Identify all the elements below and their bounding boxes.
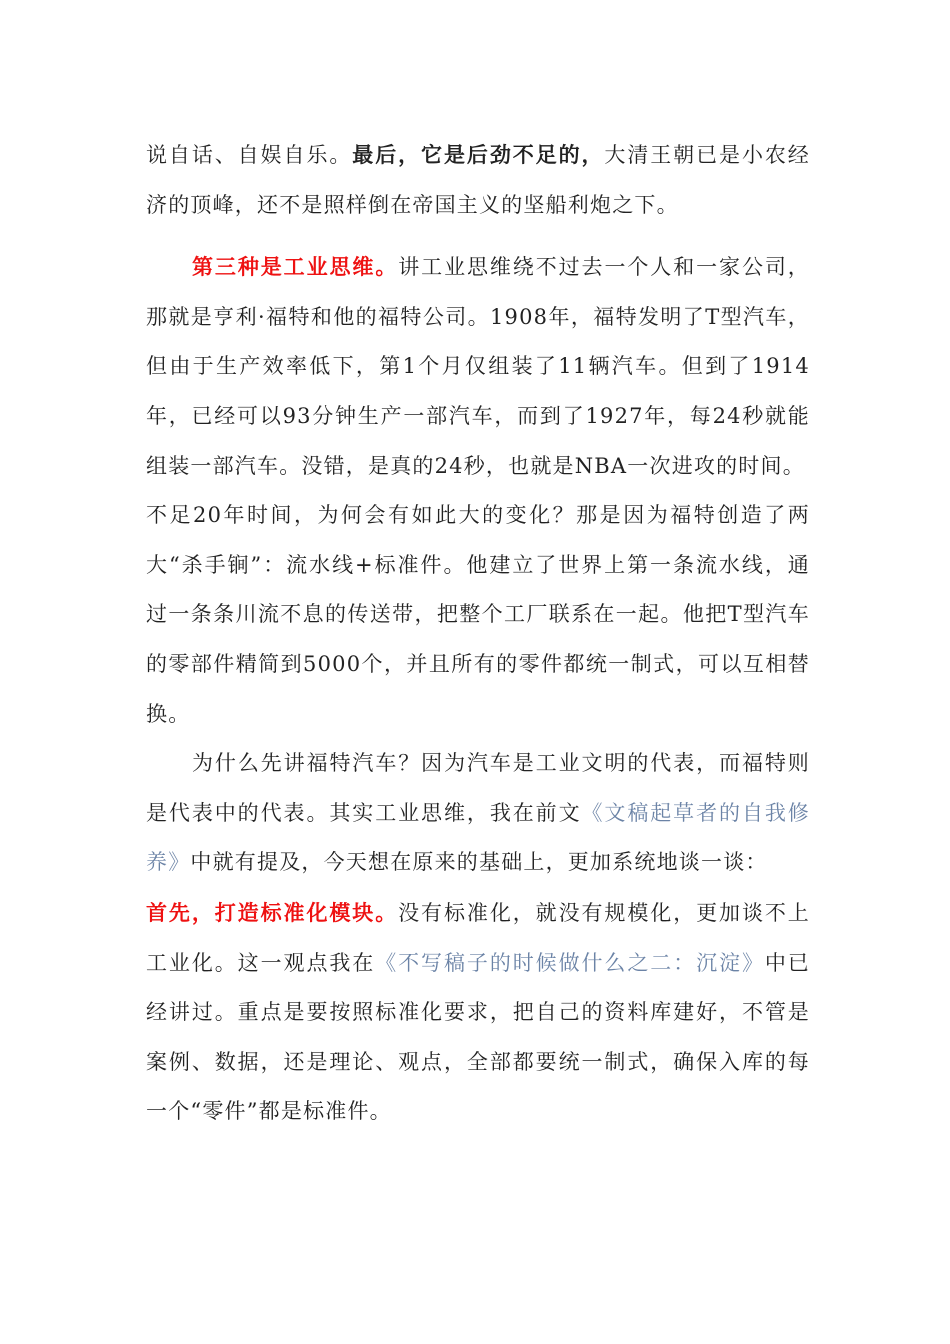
paragraph-4 <box>146 739 810 888</box>
section-heading-standardized-modules: 首先，打造标准化模块。 <box>146 899 399 925</box>
paragraph-5 <box>146 888 810 1137</box>
article-body <box>146 130 810 1137</box>
paragraph-1 <box>146 130 810 230</box>
paragraph-2 <box>146 242 810 491</box>
paragraph-3-text: 不足20年时间，为何会有如此大的变化？那是因为福特创造了两大“杀手锏”：流水线+标准件。他建立了世界上第一条流水线，通过一条条川流不息的传送带，把整个工厂联系在一起。他把T型汽车的零部件精简到5000个，并且所有的零件都统一制式，可以互相替换。 <box>146 503 810 726</box>
paragraph-4-text-b: 中就有提及，今天想在原来的基础上，更加系统地谈一谈： <box>190 850 768 875</box>
article-link-sedimentation[interactable]: 《不写稿子的时候做什么之二：沉淀》 <box>375 950 765 975</box>
paragraph-2-text: 讲工业思维绕不过去一个人和一家公司，那就是亨利·福特和他的福特公司。1908年，福特发明了T型汽车，但由于生产效率低下，第1个月仅组装了11辆汽车。但到了1914年，已经可以93分钟生产一部汽车，而到了1927年，每24秒就能组装一部汽车。没错，是真的24秒，也就是NBA一次进攻的时间。 <box>146 255 810 478</box>
paragraph-1-text-a: 说自话、自娱自乐。 <box>146 143 353 167</box>
article-link-self-cultivation[interactable]: 《文稿起草者的自我修养》 <box>146 800 810 875</box>
paragraph-4-text-a: 为什么先讲福特汽车？因为汽车是工业文明的代表，而福特则是代表中的代表。其实工业思维，我在前文 <box>146 751 810 825</box>
section-heading-industrial-thinking: 第三种是工业思维。 <box>192 254 399 280</box>
paragraph-3 <box>146 491 810 739</box>
paragraph-1-emphasis: 最后，它是后劲不足的， <box>352 142 605 167</box>
paragraph-5-text-b: 中已经讲过。重点是要按照标准化要求，把自己的资料库建好，不管是案例、数据，还是理论、观点，全部都要统一制式，确保入库的每一个“零件”都是标准件。 <box>146 950 810 1124</box>
paragraph-1-text-c: 大清王朝已是小农经济的顶峰，还不是照样倒在帝国主义的坚船利炮之下。 <box>146 143 810 217</box>
paragraph-5-text-a: 没有标准化，就没有规模化，更加谈不上工业化。这一观点我在 <box>146 900 810 975</box>
